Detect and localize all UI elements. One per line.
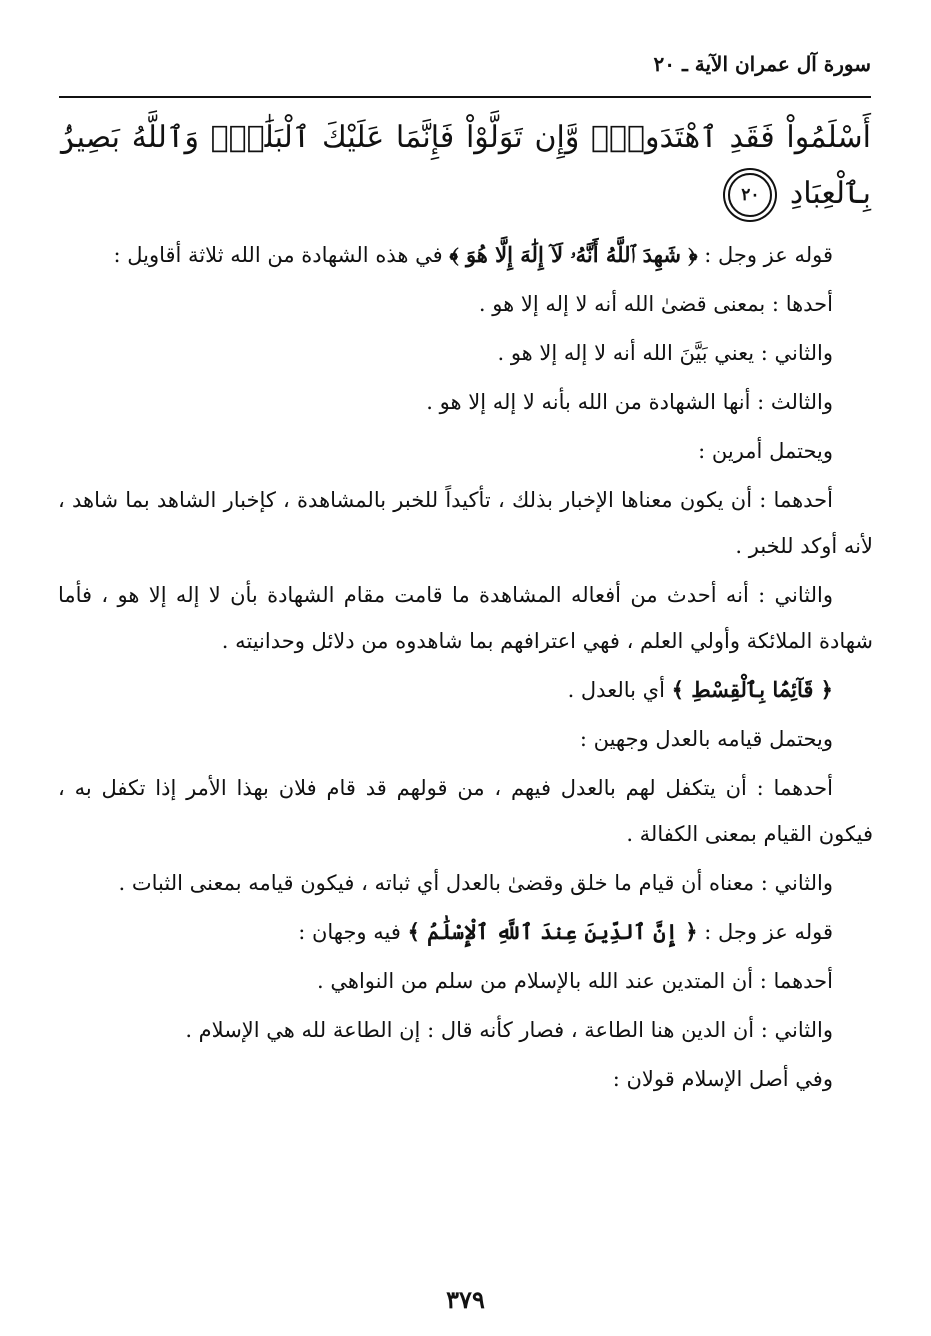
paragraph-text: في هذه الشهادة من الله ثلاثة أقاويل : [113, 243, 443, 267]
paragraph: ويحتمل قيامه بالعدل وجهين : [579, 727, 833, 751]
verse-text: أَسْلَمُواْ فَقَدِ ٱهْتَدَواْۖ وَّإِن تَوَلَّوْاْ فَإِنَّمَا عَلَيْكَ ٱلْبَلَٰغُۗ وَٱللَّهُ بَصِيرُۢ بِٱلْعِبَادِ [59, 120, 871, 211]
paragraph: والثاني : أن الدين هنا الطاعة ، فصار كأنه قال : إن الطاعة لله هي الإسلام . [185, 1018, 833, 1042]
header-divider [59, 96, 871, 98]
paragraph: والثاني : أنه أحدث من أفعاله المشاهدة ما قامت مقام الشهادة بأن لا إله إلا هو ، فأما شهادة الملائكة وأولي العلم ، فهي اعترافهم بما شاهدوه من دلائل وحدانيته . [58, 583, 873, 653]
header-title: سورة آل عمران الآية ـ ٢٠ [653, 52, 871, 76]
paragraph [58, 232, 873, 278]
paragraph-text: قوله عز وجل : [697, 243, 833, 267]
quran-quote: ﴿ إِنَّ ٱلدِّينَ عِندَ ٱللَّهِ ٱلْإِسْلَٰمُ ﴾ [407, 919, 698, 944]
paragraph [58, 909, 873, 955]
ayah-number-marker [728, 173, 772, 217]
page-number: ٣٧٩ [446, 1285, 485, 1314]
quran-quote: ﴿ شَهِدَ ٱللَّهُ أَنَّهُۥ لَآ إِلَٰهَ إِلَّا هُوَ ﴾ [449, 242, 698, 267]
paragraph-text: أي بالعدل . [567, 678, 665, 702]
quran-quote: ﴿ قَآئِمَۢا بِٱلْقِسْطِ ﴾ [671, 677, 833, 702]
paragraph-text: فيه وجهان : [298, 920, 401, 944]
paragraph: والثاني : يعني بَيَّنَ الله أنه لا إله إلا هو . [497, 341, 833, 365]
running-header [111, 52, 871, 76]
quran-verse [59, 110, 871, 222]
ayah-number: ٢٠ [741, 185, 760, 205]
paragraph: أحدها : بمعنى قضىٰ الله أنه لا إله إلا هو . [478, 292, 833, 316]
paragraph: أحدهما : أن يكون معناها الإخبار بذلك ، تأكيداً للخبر بالمشاهدة ، كإخبار الشاهد بما شاهد ، لأنه أوكد للخبر . [58, 488, 873, 558]
page-footer [0, 1285, 931, 1314]
paragraph: والثالث : أنها الشهادة من الله بأنه لا إله إلا هو . [426, 390, 833, 414]
paragraph [58, 667, 873, 713]
paragraph-text: قوله عز وجل : [697, 920, 833, 944]
paragraph: والثاني : معناه أن قيام ما خلق وقضىٰ بالعدل أي ثباته ، فيكون قيامه بمعنى الثبات . [118, 871, 833, 895]
commentary-body [58, 232, 873, 1105]
paragraph: أحدهما : أن المتدين عند الله بالإسلام من سلم من النواهي . [317, 969, 833, 993]
paragraph: أحدهما : أن يتكفل لهم بالعدل فيهم ، من قولهم قد قام فلان بهذا الأمر إذا تكفل به ، فيكون القيام بمعنى الكفالة . [58, 776, 873, 846]
paragraph: وفي أصل الإسلام قولان : [612, 1067, 833, 1091]
paragraph: ويحتمل أمرين : [698, 439, 833, 463]
